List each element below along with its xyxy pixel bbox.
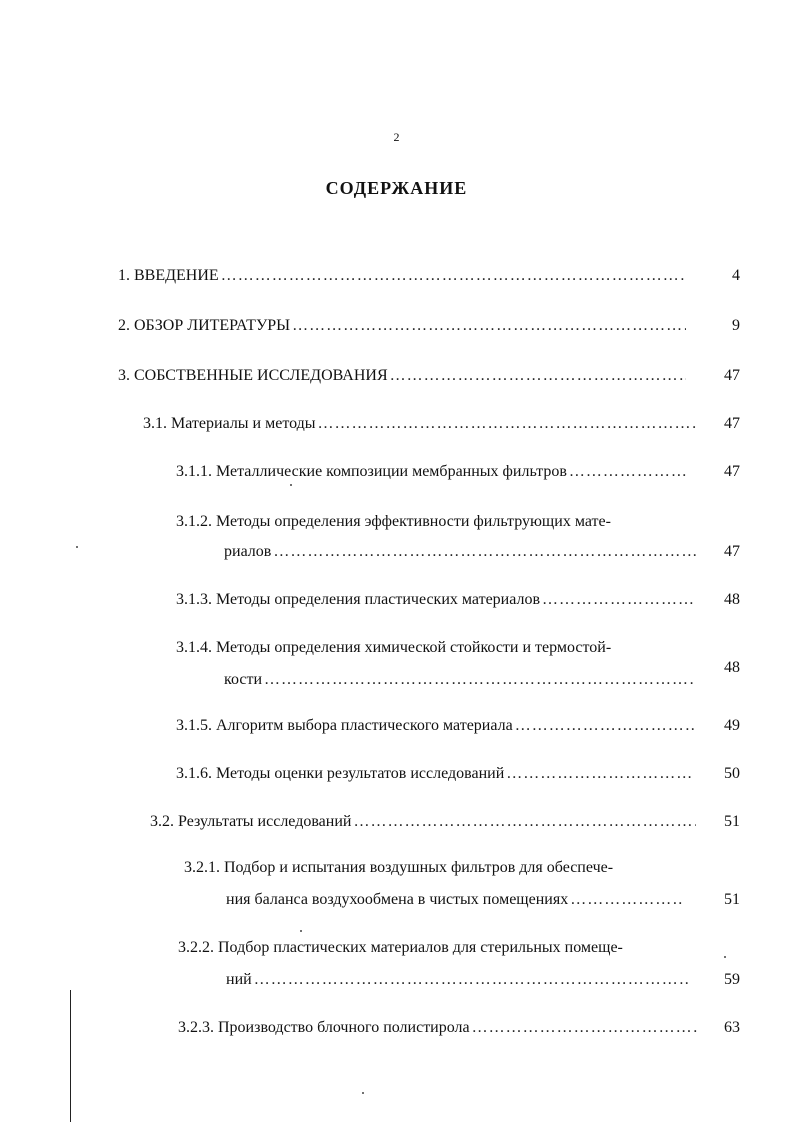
toc-label: 3.2. Результаты исследований bbox=[150, 813, 352, 830]
toc-entry-3-1-5 bbox=[176, 716, 696, 736]
toc-page: 4 bbox=[732, 267, 740, 284]
toc-entry-3-2 bbox=[150, 812, 696, 832]
toc-page: 47 bbox=[724, 543, 740, 560]
leader-dots bbox=[318, 414, 696, 434]
toc-label: 3.2.1. Подбор и испытания воздушных фильтров для обеспече- bbox=[184, 859, 614, 876]
toc-entry-3-1-6 bbox=[176, 764, 692, 784]
scan-speck bbox=[300, 930, 302, 932]
toc-entry-3-2-2 bbox=[226, 970, 690, 990]
toc-page: 63 bbox=[724, 1019, 740, 1036]
leader-dots bbox=[569, 462, 686, 482]
toc-page: 59 bbox=[724, 971, 740, 988]
scan-speck bbox=[76, 546, 78, 548]
toc-entry-3 bbox=[118, 366, 686, 386]
toc-label: 3.1.3. Методы определения пластических материалов bbox=[176, 591, 541, 608]
leader-dots bbox=[273, 542, 696, 562]
toc-page: 50 bbox=[724, 765, 740, 782]
toc-page: 48 bbox=[724, 659, 740, 676]
leader-dots bbox=[515, 716, 696, 736]
scan-margin-line bbox=[70, 990, 71, 1122]
leader-dots bbox=[264, 670, 696, 690]
toc-label-continued: ния баланса воздухообмена в чистых помещениях bbox=[226, 891, 569, 908]
scan-speck bbox=[724, 956, 726, 958]
toc-page: 47 bbox=[724, 463, 740, 480]
toc-label: 2. ОБЗОР ЛИТЕРАТУРЫ bbox=[118, 317, 291, 334]
toc-entry-1 bbox=[118, 266, 686, 286]
toc-label: 3.1.4. Методы определения химической стойкости и термостой- bbox=[176, 639, 612, 656]
scan-speck bbox=[362, 1092, 364, 1094]
toc-page: 48 bbox=[724, 591, 740, 608]
toc-entry-3-2-3 bbox=[178, 1018, 698, 1038]
toc-page: 51 bbox=[724, 813, 740, 830]
toc-page: 49 bbox=[724, 717, 740, 734]
toc-label: 3.1.1. Металлические композиции мембранных фильтров bbox=[176, 463, 567, 480]
toc-entry-3-1-4 bbox=[224, 670, 696, 690]
toc-label: 3.1.5. Алгоритм выбора пластического материала bbox=[176, 717, 513, 734]
toc-entry-3-2-1 bbox=[226, 890, 682, 910]
page-title: СОДЕРЖАНИЕ bbox=[325, 178, 468, 198]
leader-dots bbox=[472, 1018, 698, 1038]
toc-label: 3. СОБСТВЕННЫЕ ИССЛЕДОВАНИЯ bbox=[118, 367, 388, 384]
toc-label-continued: кости bbox=[224, 671, 263, 688]
toc-label-continued: риалов bbox=[224, 543, 272, 560]
toc-label-continued: ний bbox=[226, 971, 252, 988]
toc-label: 1. ВВЕДЕНИЕ bbox=[118, 267, 219, 284]
toc-entry-3-1 bbox=[143, 414, 696, 434]
toc-label: 3.2.2. Подбор пластических материалов для стерильных помеще- bbox=[178, 939, 623, 956]
leader-dots bbox=[570, 890, 682, 910]
page-number: 2 bbox=[393, 130, 400, 144]
leader-dots bbox=[390, 366, 686, 386]
toc-label: 3.1.6. Методы оценки результатов исследований bbox=[176, 765, 505, 782]
leader-dots bbox=[254, 970, 690, 990]
leader-dots bbox=[542, 590, 696, 610]
leader-dots bbox=[221, 266, 686, 286]
toc-entry-2 bbox=[118, 316, 686, 336]
scan-speck bbox=[290, 484, 292, 486]
leader-dots bbox=[506, 764, 692, 784]
toc-page: 47 bbox=[724, 367, 740, 384]
toc-label: 3.2.3. Производство блочного полистирола bbox=[178, 1019, 470, 1036]
toc-page: 51 bbox=[724, 891, 740, 908]
toc-entry-3-1-2 bbox=[224, 542, 696, 562]
toc-label: 3.1. Материалы и методы bbox=[143, 415, 316, 432]
leader-dots bbox=[353, 812, 696, 832]
toc-page: 9 bbox=[732, 317, 740, 334]
toc-entry-3-1-3 bbox=[176, 590, 696, 610]
leader-dots bbox=[292, 316, 686, 336]
toc-page: 47 bbox=[724, 415, 740, 432]
toc-entry-3-1-1 bbox=[176, 462, 686, 482]
toc-label: 3.1.2. Методы определения эффективности фильтрующих мате- bbox=[176, 513, 611, 530]
